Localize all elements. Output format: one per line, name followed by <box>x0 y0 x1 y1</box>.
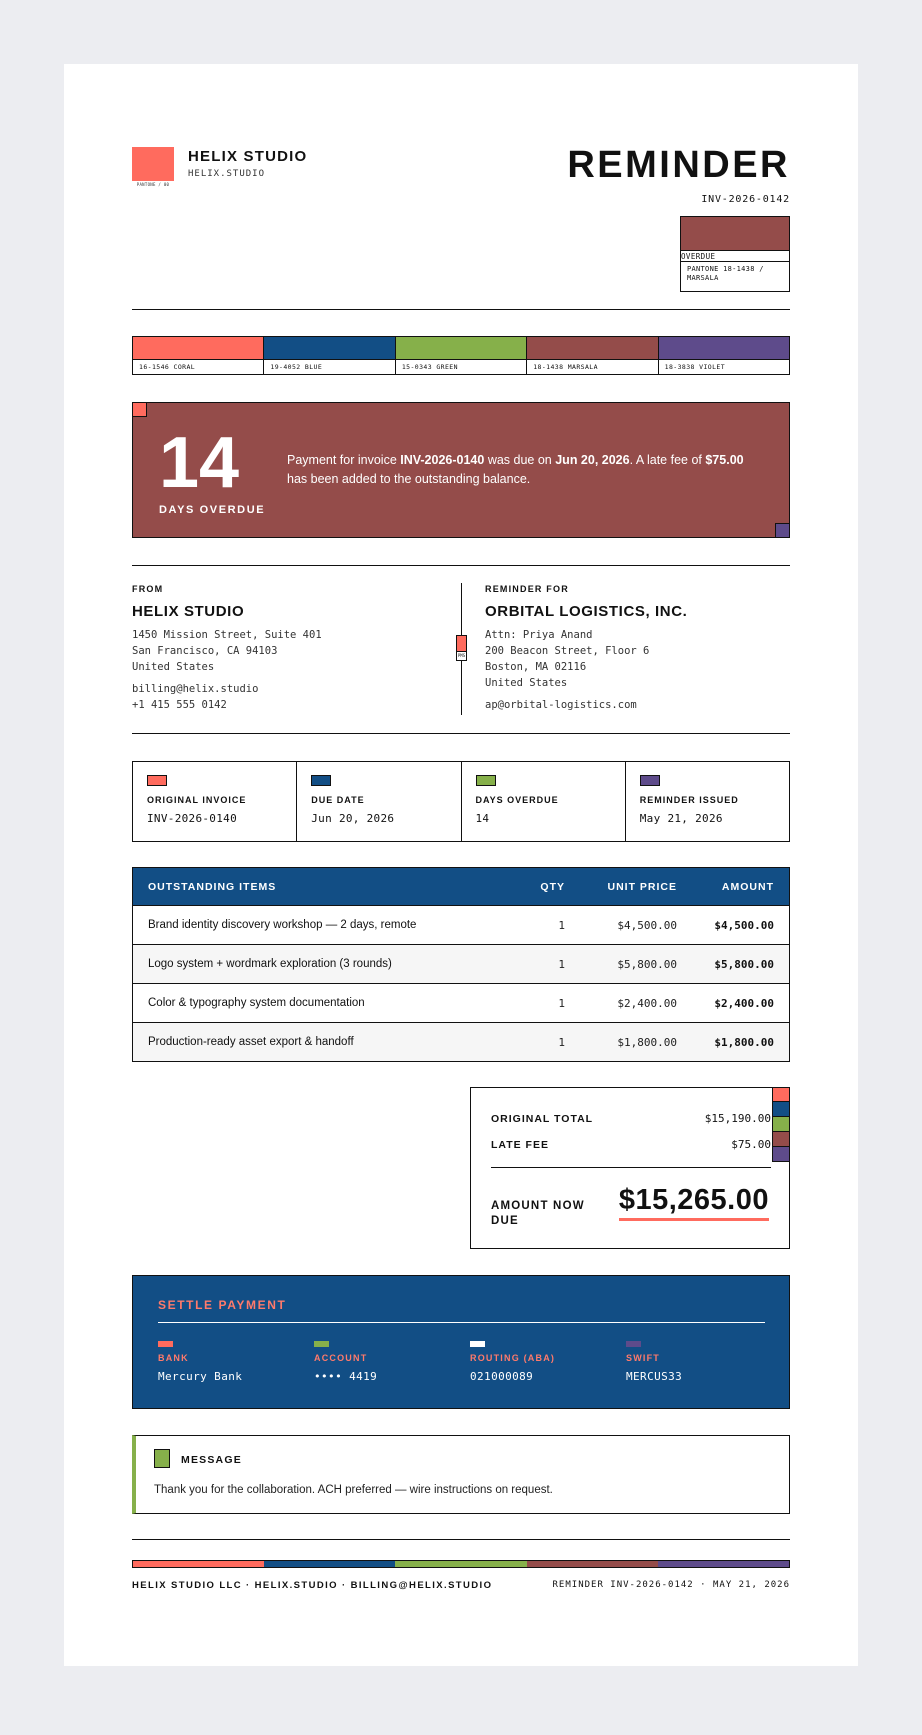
footer-divider <box>132 1539 790 1540</box>
bill-to-address: Attn: Priya Anand 200 Beacon Street, Floor 6 Boston, MA 02116 United States <box>485 629 650 689</box>
payment-bank <box>158 1341 242 1383</box>
settle-title: SETTLE PAYMENT <box>158 1298 287 1312</box>
original-total-label: ORIGINAL TOTAL <box>491 1113 594 1125</box>
alert-corner-coral <box>132 402 147 417</box>
table-row <box>133 905 789 944</box>
payment-label: ACCOUNT <box>314 1353 368 1363</box>
items-table <box>132 867 790 1062</box>
swatch-label: 16-1546 CORAL <box>139 363 196 371</box>
brand-site: HELIX.STUDIO <box>188 169 266 179</box>
bill-to-name: ORBITAL LOGISTICS, INC. <box>485 603 688 620</box>
row-amount: $5,800.00 <box>714 957 774 971</box>
swatch <box>396 337 527 374</box>
section-divider <box>132 733 790 734</box>
message-text: Thank you for the collaboration. ACH preferred — wire instructions on request. <box>154 1484 553 1496</box>
bill-to-email[interactable]: ap@orbital-logistics.com <box>485 699 637 711</box>
alert-late-fee: $75.00 <box>705 453 744 467</box>
days-overdue-number: 14 <box>159 423 240 503</box>
row-unit-price: $5,800.00 <box>617 957 677 971</box>
header-description: OUTSTANDING ITEMS <box>148 880 277 893</box>
meta-reminder-issued <box>626 762 789 841</box>
payment-value: 021000089 <box>470 1370 534 1383</box>
payment-swatch <box>626 1341 641 1347</box>
payment-swatch <box>158 1341 173 1347</box>
meta-days-overdue <box>462 762 626 841</box>
payment-routing <box>470 1341 555 1383</box>
payment-swift <box>626 1341 682 1383</box>
payment-swatch <box>314 1341 329 1347</box>
row-amount: $4,500.00 <box>714 918 774 932</box>
row-qty: 1 <box>558 918 565 932</box>
brand-logo-swatch <box>132 147 174 181</box>
table-row <box>133 1022 789 1061</box>
payment-label: SWIFT <box>626 1353 660 1363</box>
row-qty: 1 <box>558 957 565 971</box>
swatch-color <box>264 337 394 360</box>
bill-to-block <box>485 584 790 713</box>
alert-due-date: Jun 20, 2026 <box>555 453 630 467</box>
alert-message: Payment for invoice INV-2026-0140 was due on Jun 20, 2026. A late fee of $75.00 has been added to the outstanding balance. <box>287 453 744 486</box>
swatch <box>133 337 264 374</box>
section-divider <box>132 565 790 566</box>
swatch <box>527 337 658 374</box>
from-name: HELIX STUDIO <box>132 603 245 620</box>
meta-value: Jun 20, 2026 <box>311 812 395 825</box>
from-address: 1450 Mission Street, Suite 401 San Francisco, CA 94103 United States <box>132 629 322 673</box>
settle-divider <box>158 1322 765 1323</box>
meta-label: REMINDER ISSUED <box>639 795 739 805</box>
header-amount: AMOUNT <box>721 880 774 893</box>
from-phone[interactable]: +1 415 555 0142 <box>132 699 227 711</box>
document-number: INV-2026-0142 <box>701 194 790 205</box>
divider-marker-label: PMS <box>457 653 466 658</box>
document-title: REMINDER <box>567 144 790 186</box>
swatch-color <box>133 337 263 360</box>
meta-value: INV-2026-0140 <box>147 812 237 825</box>
status-chip-color <box>681 217 789 251</box>
totals-divider <box>491 1167 771 1168</box>
status-chip-label: OVERDUE <box>681 251 789 262</box>
meta-due-date <box>297 762 461 841</box>
color-swatch-row <box>132 336 790 375</box>
days-overdue-label: DAYS OVERDUE <box>159 504 266 516</box>
swatch-color <box>527 337 657 360</box>
row-description: Logo system + wordmark exploration (3 rounds) <box>148 958 392 970</box>
payment-value: •••• 4419 <box>314 1370 378 1383</box>
row-unit-price: $2,400.00 <box>617 996 677 1010</box>
swatch-label: 18-3838 VIOLET <box>664 363 726 371</box>
alert-invoice-ref: INV-2026-0140 <box>400 453 485 467</box>
brand-logo-caption: PANTONE / 00 <box>136 182 170 187</box>
payment-label: BANK <box>158 1353 189 1363</box>
meta-swatch <box>476 775 496 786</box>
message-title: MESSAGE <box>181 1454 242 1466</box>
header-qty: QTY <box>540 880 565 893</box>
late-fee-line <box>491 1138 771 1151</box>
row-description: Production-ready asset export & handoff <box>148 1036 354 1048</box>
meta-value: May 21, 2026 <box>639 812 723 825</box>
row-description: Color & typography system documentation <box>148 997 365 1009</box>
swatch <box>659 337 789 374</box>
status-chip <box>680 216 790 292</box>
footer-reference: REMINDER INV-2026-0142 · MAY 21, 2026 <box>552 1580 790 1590</box>
meta-swatch <box>147 775 167 786</box>
original-total-line <box>491 1112 771 1125</box>
late-fee-label: LATE FEE <box>491 1139 549 1151</box>
row-qty: 1 <box>558 996 565 1010</box>
alert-corner-violet <box>775 523 790 538</box>
payment-value: MERCUS33 <box>626 1370 683 1383</box>
swatch-label: 19-4052 BLUE <box>270 363 323 371</box>
overdue-alert <box>132 402 790 538</box>
from-email[interactable]: billing@helix.studio <box>132 683 259 695</box>
meta-label: DAYS OVERDUE <box>475 795 559 805</box>
footer-color-strip <box>132 1560 790 1568</box>
footer-company: HELIX STUDIO LLC · HELIX.STUDIO · BILLING@HELIX.STUDIO <box>132 1580 493 1591</box>
late-fee-value: $75.00 <box>731 1138 771 1151</box>
swatch <box>264 337 395 374</box>
meta-label: ORIGINAL INVOICE <box>147 795 247 805</box>
row-description: Brand identity discovery workshop — 2 days, remote <box>148 919 417 931</box>
document-page <box>64 64 858 1666</box>
amount-due-label: AMOUNT NOW DUE <box>491 1200 585 1227</box>
payment-account <box>314 1341 377 1383</box>
row-amount: $1,800.00 <box>714 1035 774 1049</box>
meta-swatch <box>640 775 660 786</box>
totals-color-strip <box>772 1087 790 1162</box>
amount-due-value: $15,265.00 <box>619 1182 769 1221</box>
payment-swatch <box>470 1341 485 1347</box>
table-row <box>133 983 789 1022</box>
brand-name: HELIX STUDIO <box>188 148 308 165</box>
payment-value: Mercury Bank <box>158 1370 243 1383</box>
invoice-meta-grid <box>132 761 790 842</box>
payment-label: ROUTING (ABA) <box>470 1353 556 1363</box>
header-divider <box>132 309 790 310</box>
row-unit-price: $4,500.00 <box>617 918 677 932</box>
table-row <box>133 944 789 983</box>
settle-payment-panel <box>132 1275 790 1409</box>
from-label: FROM <box>132 584 164 594</box>
meta-swatch <box>311 775 331 786</box>
swatch-label: 15-0343 GREEN <box>401 363 458 371</box>
message-box <box>132 1435 790 1514</box>
row-unit-price: $1,800.00 <box>617 1035 677 1049</box>
header-unit-price: UNIT PRICE <box>607 880 677 893</box>
from-contact <box>132 681 452 713</box>
swatch-color <box>659 337 789 360</box>
message-swatch <box>154 1449 170 1468</box>
bill-to-label: REMINDER FOR <box>485 584 569 594</box>
original-total-value: $15,190.00 <box>704 1112 771 1125</box>
row-qty: 1 <box>558 1035 565 1049</box>
from-block <box>132 584 452 713</box>
row-amount: $2,400.00 <box>714 996 774 1010</box>
status-chip-color-ref: PANTONE 18-1438 / MARSALA <box>687 265 764 282</box>
meta-original-invoice <box>133 762 297 841</box>
swatch-label: 18-1438 MARSALA <box>533 363 598 371</box>
table-header <box>133 868 789 905</box>
meta-label: DUE DATE <box>311 795 365 805</box>
swatch-color <box>396 337 526 360</box>
totals-box <box>470 1087 790 1249</box>
divider-marker <box>456 635 467 661</box>
meta-value: 14 <box>475 812 490 825</box>
